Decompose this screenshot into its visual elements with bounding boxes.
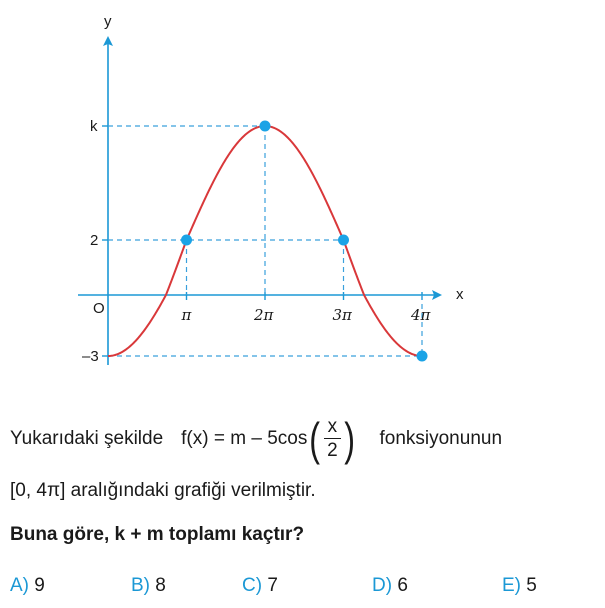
answer-choices <box>10 575 600 603</box>
formula <box>181 413 357 465</box>
choice-value: 9 <box>34 575 45 596</box>
right-paren: ) <box>344 413 356 465</box>
graph-point <box>260 121 271 132</box>
x-tick-label: π <box>181 306 192 324</box>
y-axis-label: y <box>104 13 112 30</box>
choice-letter: A) <box>10 575 29 596</box>
choice-letter: E) <box>502 575 521 596</box>
question-ask: Buna göre, k + m toplamı kaçtır? <box>10 524 305 545</box>
question-text <box>10 414 600 548</box>
choice-letter: D) <box>372 575 393 596</box>
fraction <box>324 416 342 463</box>
choice-a[interactable] <box>10 575 45 597</box>
choice-c[interactable] <box>242 575 278 597</box>
choice-letter: C) <box>242 575 263 596</box>
graph-points <box>181 121 428 362</box>
x-tick-label: 2π <box>254 306 274 324</box>
choice-value: 8 <box>155 575 166 596</box>
axis-labels <box>82 13 464 365</box>
choice-d[interactable] <box>372 575 408 597</box>
question-trail: fonksiyonunun <box>379 428 503 449</box>
graph-point <box>181 235 192 246</box>
fraction-numerator: x <box>324 416 342 439</box>
question-line-2: [0, 4π] aralığındaki grafiği verilmiştir. <box>10 480 316 501</box>
choice-e[interactable] <box>502 575 537 597</box>
choice-value: 7 <box>267 575 278 596</box>
graph-point <box>417 351 428 362</box>
formula-main: f(x) = m – 5cos <box>181 428 308 449</box>
y-tick-label: 2 <box>90 232 99 249</box>
origin-label: O <box>93 300 105 317</box>
choice-value: 6 <box>397 575 408 596</box>
question-line-1 <box>10 414 600 464</box>
graph-point <box>338 235 349 246</box>
x-axis-label: x <box>456 286 464 303</box>
choice-letter: B) <box>131 575 150 596</box>
fraction-denominator: 2 <box>327 439 338 461</box>
x-tick-label: 4π <box>411 306 431 324</box>
y-tick-label: k <box>90 118 98 135</box>
question-lead: Yukarıdaki şekilde <box>10 428 164 449</box>
x-tick-label: 3π <box>332 306 352 324</box>
y-tick-label: –3 <box>82 348 99 365</box>
choice-b[interactable] <box>131 575 166 597</box>
left-paren: ( <box>309 413 321 465</box>
choice-value: 5 <box>526 575 537 596</box>
